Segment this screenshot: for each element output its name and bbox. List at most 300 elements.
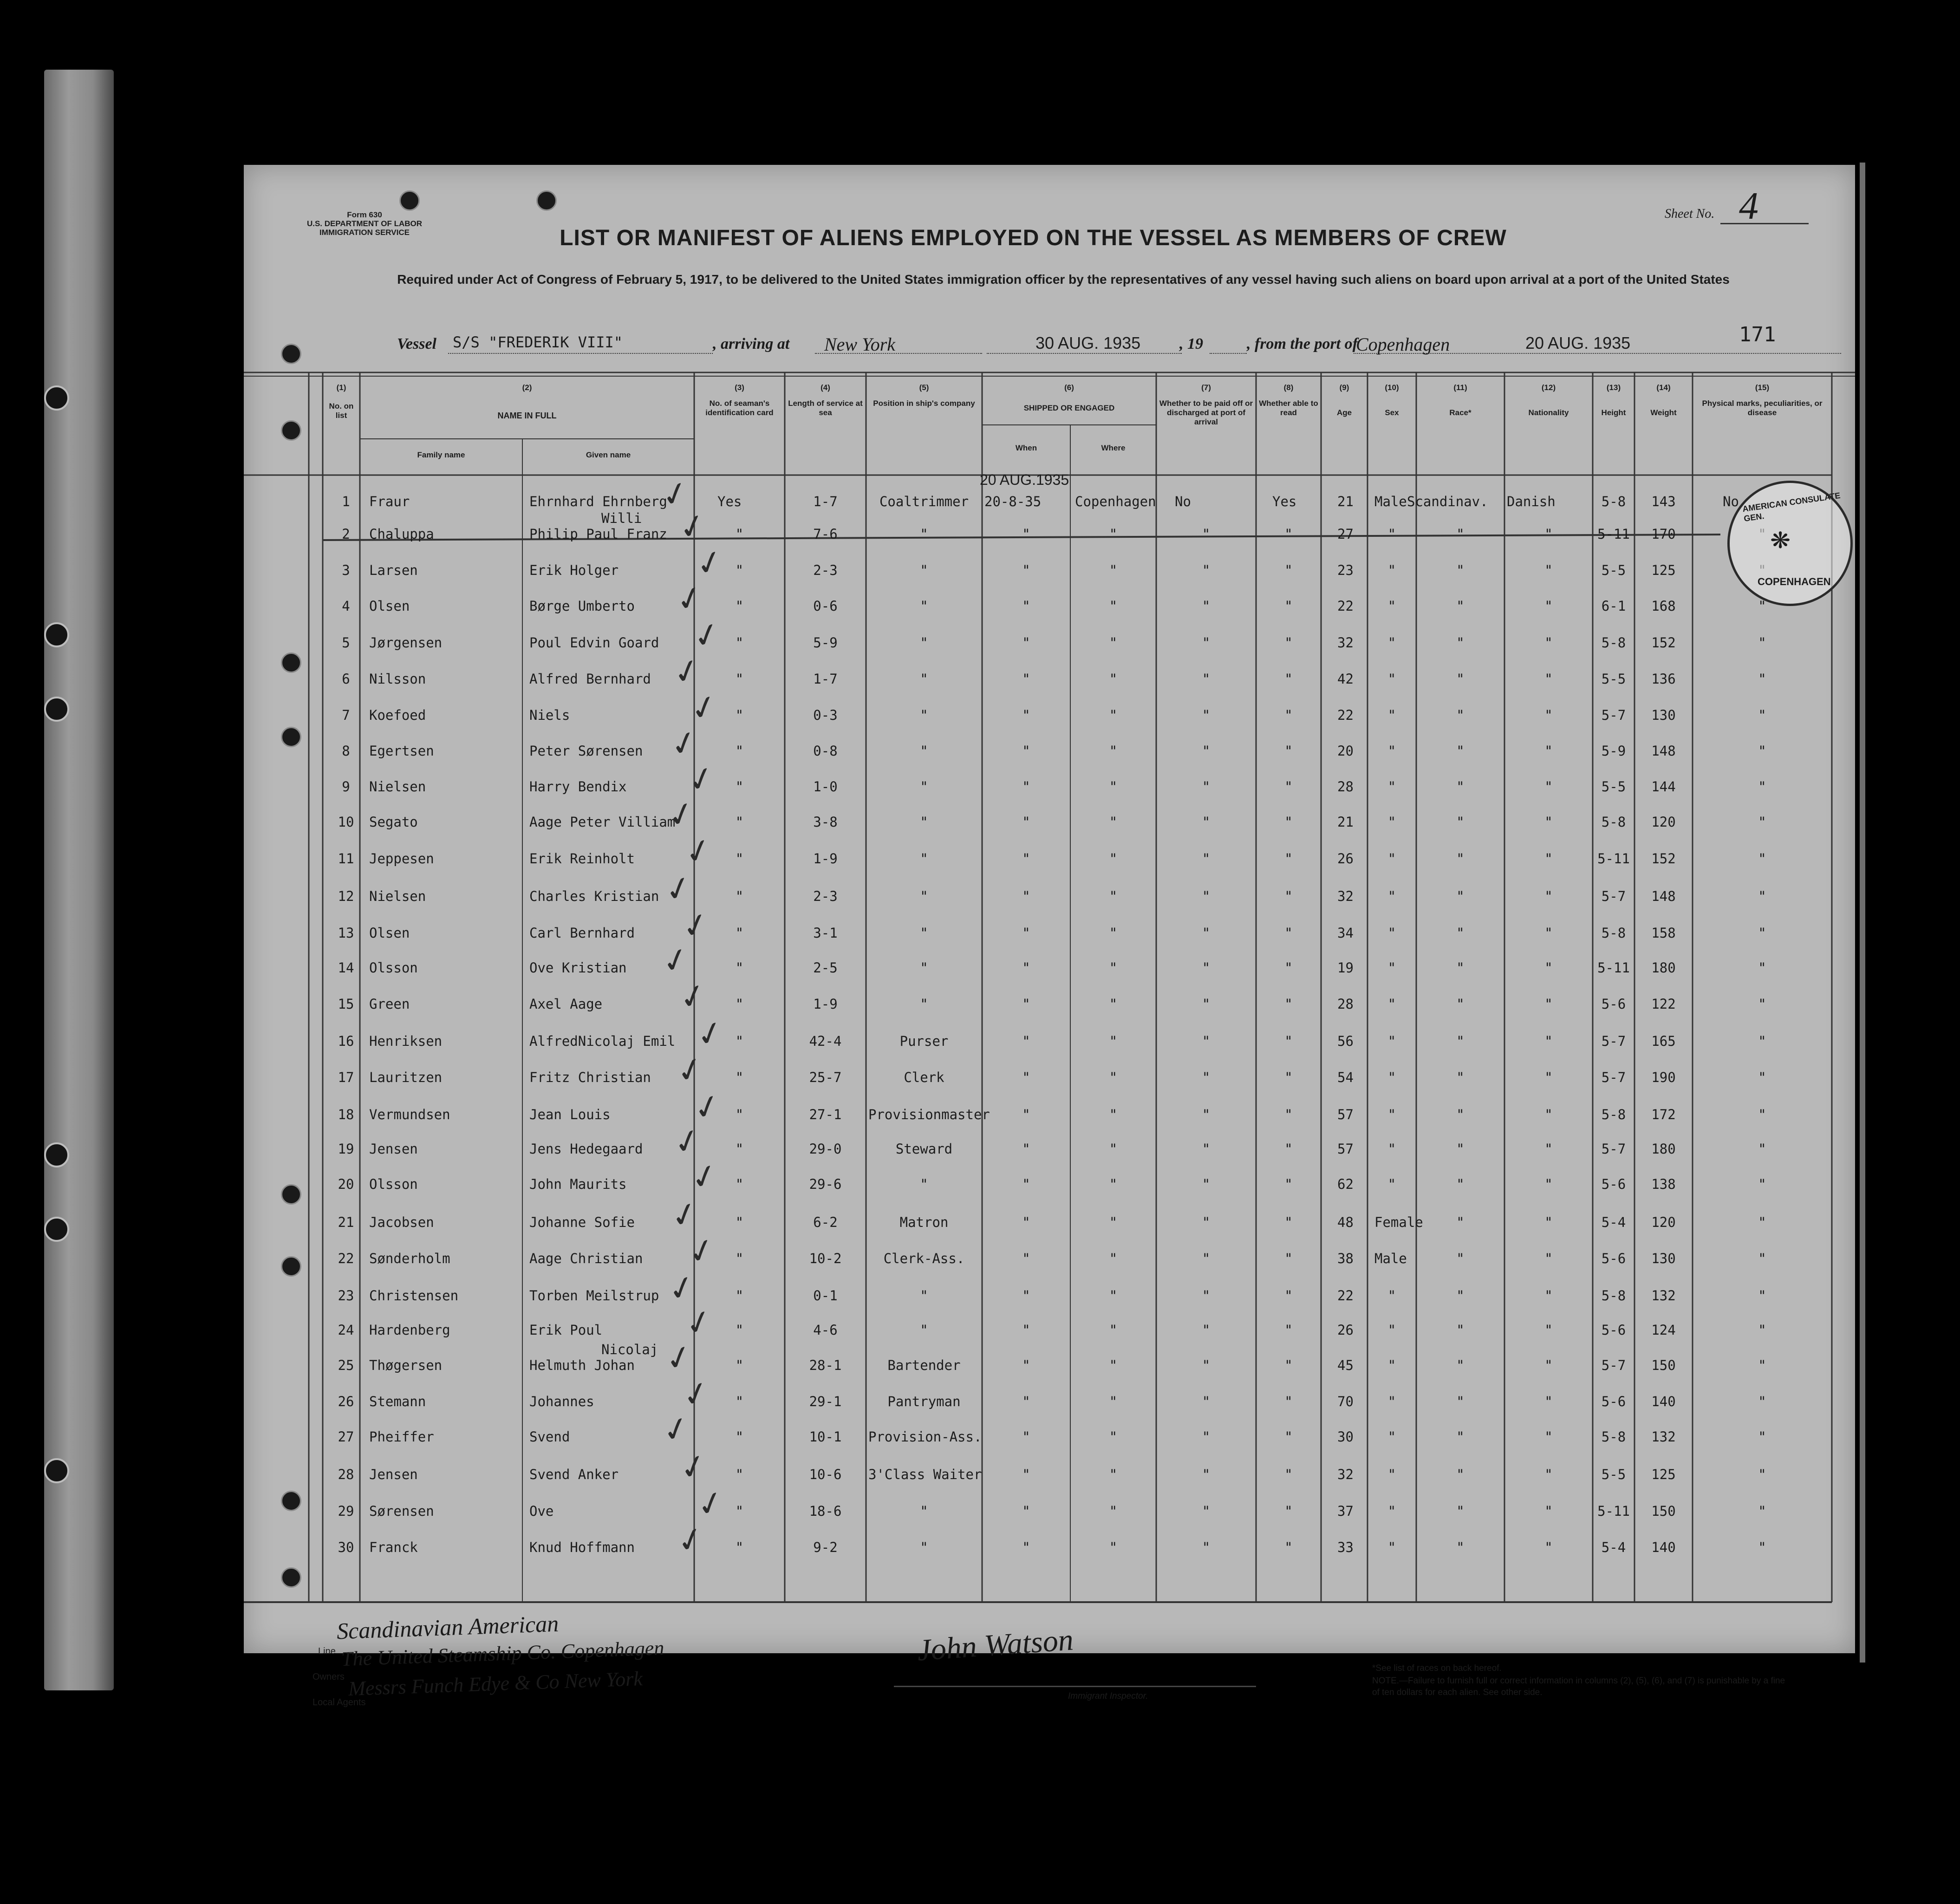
crew-given-cell: Ove Kristian	[529, 960, 627, 976]
ditto-mark: "	[1109, 562, 1118, 578]
crew-age-cell: 20	[1337, 743, 1354, 759]
check-mark-icon: ✓	[658, 1409, 694, 1451]
crew-no-cell: 2	[342, 526, 350, 542]
arriving-port: New York	[824, 334, 896, 355]
ditto-mark: "	[1022, 1394, 1030, 1409]
crew-service-cell: 1-0	[813, 779, 838, 795]
ditto-mark: "	[1109, 1322, 1118, 1338]
crew-age-cell: 57	[1337, 1107, 1354, 1122]
row1-marks: No	[1723, 494, 1739, 509]
ditto-mark: "	[735, 1429, 744, 1445]
check-mark-icon: ✓	[684, 759, 719, 801]
ditto-mark: "	[1202, 996, 1211, 1012]
penalty-note: NOTE.—Failure to furnish full or correct information in columns (2), (5), (6), and (7) is punishable by a fine of ten dollars for each alien. See other side.	[1372, 1676, 1785, 1697]
ditto-mark: "	[1456, 851, 1465, 867]
crew-no-cell: 16	[338, 1033, 354, 1049]
crew-family-cell: Chaluppa	[369, 526, 434, 542]
ditto-mark: "	[1202, 1033, 1211, 1049]
crew-no-cell: 23	[338, 1288, 354, 1304]
crew-given-cell: Johannes	[529, 1394, 594, 1409]
ditto-mark: "	[1456, 743, 1465, 759]
ditto-mark: "	[1456, 1429, 1465, 1445]
ditto-mark: "	[1387, 960, 1396, 976]
row1-shipped-stamp: 20 AUG.1935	[980, 471, 1069, 488]
ditto-mark: "	[1109, 671, 1118, 687]
ditto-mark: "	[1387, 779, 1396, 795]
crew-service-cell: 6-2	[813, 1214, 838, 1230]
crew-family-cell: Nielsen	[369, 779, 426, 795]
ditto-mark: "	[1284, 743, 1293, 759]
crew-age-cell: 28	[1337, 779, 1354, 795]
column-header-race: (11) Race*	[1449, 383, 1472, 417]
ditto-mark: "	[1544, 996, 1553, 1012]
ditto-mark: "	[1456, 1107, 1465, 1122]
punch-hole	[281, 420, 301, 441]
ditto-mark: "	[1758, 1214, 1766, 1230]
ditto-mark: "	[735, 1322, 744, 1338]
crew-service-cell: 1-7	[813, 494, 838, 509]
ditto-mark: "	[1284, 1357, 1293, 1373]
crew-service-cell: 10-2	[809, 1251, 842, 1266]
ditto-mark: "	[1109, 1539, 1118, 1555]
column-header-family-name: Family name	[417, 450, 465, 459]
ditto-mark: "	[1022, 526, 1030, 542]
crew-service-cell: 10-1	[809, 1429, 842, 1445]
ditto-mark: "	[1109, 1467, 1118, 1482]
punch-hole	[281, 1256, 301, 1277]
form-subtitle: Required under Act of Congress of February 5, 1917, to be delivered to the United States immigration officer by the representatives of any vessel having such aliens on board upon arrival at a port of the United States	[397, 272, 1730, 287]
crew-given-cell: Børge Umberto	[529, 598, 635, 614]
ditto-mark: "	[1284, 1394, 1293, 1409]
check-mark-icon: ✓	[673, 1519, 709, 1562]
ditto-mark: "	[735, 960, 744, 976]
form-title: LIST OR MANIFEST OF ALIENS EMPLOYED ON THE VESSEL AS MEMBERS OF CREW	[560, 226, 1507, 250]
ditto-mark: "	[1202, 635, 1211, 651]
ditto-mark: "	[1387, 1539, 1396, 1555]
crew-service-cell: 28-1	[809, 1357, 842, 1373]
sheet-number-label: Sheet No.	[1665, 207, 1715, 221]
ditto-mark: "	[1456, 562, 1465, 578]
ditto-mark: "	[1022, 851, 1030, 867]
check-mark-icon: ✓	[658, 474, 693, 516]
ditto-mark: "	[735, 1214, 744, 1230]
ditto-mark: "	[1758, 851, 1766, 867]
ditto-mark: "	[1456, 814, 1465, 830]
agents-signature: Messrs Funch Edye & Co New York	[348, 1667, 643, 1701]
crew-given-cell: Charles Kristian	[529, 888, 659, 904]
check-mark-icon: ✓	[689, 615, 725, 657]
ditto-mark: "	[1456, 1033, 1465, 1049]
check-mark-icon: ✓	[670, 1121, 705, 1163]
crew-service-cell: 10-6	[809, 1467, 842, 1482]
ditto-mark: "	[735, 1069, 744, 1085]
crew-given-cell: Ove	[529, 1503, 554, 1519]
ditto-mark: "	[735, 814, 744, 830]
ditto-mark: "	[1202, 526, 1211, 542]
check-mark-icon: ✓	[661, 868, 697, 911]
crew-age-cell: 70	[1337, 1394, 1354, 1409]
check-mark-icon: ✓	[675, 506, 710, 548]
ditto-mark: "	[1544, 1288, 1553, 1304]
crew-family-cell: Jacobsen	[369, 1214, 434, 1230]
check-mark-icon: ✓	[687, 1156, 723, 1199]
ditto-mark: "	[1387, 671, 1396, 687]
ditto-mark: "	[735, 1357, 744, 1373]
ditto-mark: "	[1456, 635, 1465, 651]
crew-family-cell: Jensen	[369, 1467, 418, 1482]
ditto-mark: "	[1758, 743, 1766, 759]
check-mark-icon: ✓	[664, 794, 699, 836]
crew-weight-cell: 158	[1651, 925, 1676, 941]
crew-given-cell: Aage Christian	[529, 1251, 643, 1266]
crew-service-cell: 0-3	[813, 707, 838, 723]
sheet-number: 4	[1739, 184, 1758, 228]
departure-date: 20 AUG. 1935	[1525, 333, 1631, 352]
crew-given-cell: Niels	[529, 707, 570, 723]
crew-family-cell: Larsen	[369, 562, 418, 578]
crew-service-cell: 27-1	[809, 1107, 842, 1122]
ditto-mark: "	[735, 1394, 744, 1409]
crew-service-cell: 25-7	[809, 1069, 842, 1085]
crew-family-cell: Lauritzen	[369, 1069, 443, 1085]
crew-no-cell: 25	[338, 1357, 354, 1373]
crew-position-cell: "	[920, 1176, 928, 1192]
inspector-signature: John Watson	[916, 1623, 1074, 1668]
crew-height-cell: 5-7	[1601, 1069, 1626, 1085]
ditto-mark: "	[1284, 1214, 1293, 1230]
crew-age-cell: 32	[1337, 1467, 1354, 1482]
ditto-mark: "	[1544, 1033, 1553, 1049]
crew-no-cell: 19	[338, 1141, 354, 1157]
punch-hole	[281, 1567, 301, 1588]
crew-family-cell: Egertsen	[369, 743, 434, 759]
crew-family-cell: Fraur	[369, 494, 410, 509]
crew-given-cell: Svend Anker	[529, 1467, 619, 1482]
crew-no-cell: 20	[338, 1176, 354, 1192]
ditto-mark: "	[735, 888, 744, 904]
crew-sex-cell: Female	[1374, 1214, 1423, 1230]
arrival-date: 30 AUG. 1935	[1035, 333, 1141, 352]
ditto-mark: "	[735, 925, 744, 941]
ditto-mark: "	[1202, 1467, 1211, 1482]
crew-weight-cell: 152	[1651, 635, 1676, 651]
crew-no-cell: 14	[338, 960, 354, 976]
ditto-mark: "	[1456, 1288, 1465, 1304]
ditto-mark: "	[1022, 1467, 1030, 1482]
column-header-age: (9) Age	[1336, 383, 1352, 417]
form-identifier: Form 630 U.S. DEPARTMENT OF LABOR IMMIGRATION SERVICE	[306, 210, 423, 237]
ditto-mark: "	[1284, 1467, 1293, 1482]
crew-height-cell: 6-1	[1601, 598, 1626, 614]
binder-hole	[44, 385, 69, 411]
crew-age-cell: 38	[1337, 1251, 1354, 1266]
ditto-mark: "	[1202, 1429, 1211, 1445]
crew-weight-cell: 130	[1651, 1251, 1676, 1266]
crew-family-cell: Jensen	[369, 1141, 418, 1157]
punch-hole	[281, 1491, 301, 1511]
crew-family-cell: Sønderholm	[369, 1251, 450, 1266]
ditto-mark: "	[1387, 1357, 1396, 1373]
ditto-mark: "	[1544, 814, 1553, 830]
ditto-mark: "	[735, 1467, 744, 1482]
crew-age-cell: 23	[1337, 562, 1354, 578]
ditto-mark: "	[1109, 526, 1118, 542]
ditto-mark: "	[1456, 1394, 1465, 1409]
crew-given-cell: John Maurits	[529, 1176, 627, 1192]
crew-given-name-correction: Nicolaj	[601, 1342, 658, 1357]
ditto-mark: "	[1109, 1503, 1118, 1519]
ditto-mark: "	[1387, 635, 1396, 651]
crew-given-cell: Jean Louis	[529, 1107, 611, 1122]
ditto-mark: "	[1284, 526, 1293, 542]
crew-height-cell: 5-9	[1601, 743, 1626, 759]
ditto-mark: "	[920, 1539, 928, 1555]
ditto-mark: "	[735, 851, 744, 867]
ditto-mark: "	[1284, 851, 1293, 867]
ditto-mark: "	[1758, 1322, 1766, 1338]
crew-height-cell: 5-6	[1601, 1394, 1626, 1409]
crew-service-cell: 2-3	[813, 562, 838, 578]
crew-family-cell: Franck	[369, 1539, 418, 1555]
line-signature: Scandinavian American	[336, 1610, 559, 1644]
vessel-name: S/S "FREDERIK VIII"	[453, 333, 623, 351]
ditto-mark: "	[1758, 1069, 1766, 1085]
ditto-mark: "	[1544, 1141, 1553, 1157]
check-mark-icon: ✓	[664, 1268, 700, 1310]
ditto-mark: "	[1387, 707, 1396, 723]
crew-age-cell: 33	[1337, 1539, 1354, 1555]
ditto-mark: "	[1758, 1107, 1766, 1122]
ditto-mark: "	[920, 562, 928, 578]
ditto-mark: "	[1284, 1141, 1293, 1157]
crew-age-cell: 22	[1337, 707, 1354, 723]
ditto-mark: "	[1202, 1251, 1211, 1266]
crew-height-cell: 5-5	[1601, 1467, 1626, 1482]
crew-no-cell: 26	[338, 1394, 354, 1409]
crew-age-cell: 26	[1337, 1322, 1354, 1338]
crew-service-cell: 2-5	[813, 960, 838, 976]
check-mark-icon: ✓	[678, 905, 714, 947]
check-mark-icon: ✓	[666, 723, 702, 765]
check-mark-icon: ✓	[690, 1087, 725, 1129]
ditto-mark: "	[1758, 1251, 1766, 1266]
ditto-mark: "	[1758, 1467, 1766, 1482]
crew-weight-cell: 180	[1651, 960, 1676, 976]
crew-family-cell: Jørgensen	[369, 635, 443, 651]
crew-service-cell: 5-9	[813, 635, 838, 651]
crew-no-cell: 11	[338, 851, 354, 867]
check-mark-icon: ✓	[684, 1231, 720, 1273]
ditto-mark: "	[1758, 888, 1766, 904]
ditto-mark: "	[920, 851, 928, 867]
ditto-mark: "	[1202, 1394, 1211, 1409]
check-mark-icon: ✓	[692, 1013, 728, 1056]
ditto-mark: "	[1202, 1069, 1211, 1085]
crew-given-cell: Torben Meilstrup	[529, 1288, 659, 1304]
ditto-mark: "	[1022, 743, 1030, 759]
ditto-mark: "	[920, 779, 928, 795]
ditto-mark: "	[1202, 1357, 1211, 1373]
ditto-mark: "	[1202, 1141, 1211, 1157]
crew-height-cell: 5-11	[1597, 1503, 1630, 1519]
ditto-mark: "	[1109, 960, 1118, 976]
ditto-mark: "	[1544, 960, 1553, 976]
ditto-mark: "	[1544, 1429, 1553, 1445]
column-header-shipped-when: When	[1015, 443, 1037, 452]
ditto-mark: "	[1284, 779, 1293, 795]
crew-age-cell: 30	[1337, 1429, 1354, 1445]
ditto-mark: "	[1456, 925, 1465, 941]
ditto-mark: "	[735, 743, 744, 759]
crew-age-cell: 32	[1337, 635, 1354, 651]
ditto-mark: "	[1202, 671, 1211, 687]
ditto-mark: "	[1456, 1141, 1465, 1157]
ditto-mark: "	[1022, 1141, 1030, 1157]
column-header-paid-off: (7) Whether to be paid off or discharged at port of arrival	[1159, 383, 1253, 426]
ditto-mark: "	[1544, 743, 1553, 759]
crew-given-cell: Carl Bernhard	[529, 925, 635, 941]
crew-age-cell: 37	[1337, 1503, 1354, 1519]
ditto-mark: "	[1387, 598, 1396, 614]
crew-position-cell: "	[920, 1288, 928, 1304]
ditto-mark: "	[1387, 814, 1396, 830]
crew-position-cell: Coaltrimmer	[879, 494, 969, 509]
ditto-mark: "	[1544, 779, 1553, 795]
ditto-mark: "	[735, 1176, 744, 1192]
vessel-line	[244, 330, 1855, 358]
ditto-mark: "	[1202, 1322, 1211, 1338]
binder-hole	[44, 697, 69, 722]
crew-no-cell: 29	[338, 1503, 354, 1519]
punch-hole	[281, 1184, 301, 1205]
crew-age-cell: 21	[1337, 814, 1354, 830]
crew-weight-cell: 122	[1651, 996, 1676, 1012]
ditto-mark: "	[735, 1288, 744, 1304]
row1-shipped-where: Copenhagen	[1075, 494, 1156, 509]
crew-service-cell: 29-6	[809, 1176, 842, 1192]
crew-weight-cell: 148	[1651, 743, 1676, 759]
crew-weight-cell: 124	[1651, 1322, 1676, 1338]
crew-weight-cell: 170	[1651, 526, 1676, 542]
crew-position-cell: 3'Class Waiter	[868, 1467, 982, 1482]
ditto-mark: "	[920, 743, 928, 759]
crew-given-cell: Svend	[529, 1429, 570, 1445]
eagle-seal-icon: ❋	[1771, 518, 1791, 556]
ditto-mark: "	[1758, 1141, 1766, 1157]
consulate-stamp	[1727, 481, 1853, 606]
crew-given-cell: Poul Edvin Goard	[529, 635, 659, 651]
crew-height-cell: 5-6	[1601, 1176, 1626, 1192]
check-mark-icon: ✓	[692, 542, 728, 585]
ditto-mark: "	[1022, 562, 1030, 578]
crew-age-cell: 19	[1337, 960, 1354, 976]
crew-height-cell: 5-8	[1601, 635, 1626, 651]
crew-given-cell: Knud Hoffmann	[529, 1539, 635, 1555]
ditto-mark: "	[1202, 1176, 1211, 1192]
crew-given-cell: Ehrnhard Ehrnberg	[529, 494, 667, 509]
crew-height-cell: 5-7	[1601, 1033, 1626, 1049]
crew-position-cell: Clerk-Ass.	[883, 1251, 965, 1266]
crew-no-cell: 6	[342, 671, 350, 687]
ditto-mark: "	[1022, 707, 1030, 723]
ditto-mark: "	[1022, 1357, 1030, 1373]
year-label: , 19	[1179, 335, 1203, 352]
crew-position-cell: Provisionmaster	[868, 1107, 990, 1122]
ditto-mark: "	[1109, 1107, 1118, 1122]
ditto-mark: "	[1202, 925, 1211, 941]
ditto-mark: "	[1387, 526, 1396, 542]
crew-weight-cell: 150	[1651, 1503, 1676, 1519]
ditto-mark: "	[1387, 562, 1396, 578]
crew-service-cell: 18-6	[809, 1503, 842, 1519]
crew-family-cell: Koefoed	[369, 707, 426, 723]
crew-age-cell: 26	[1337, 851, 1354, 867]
ditto-mark: "	[1544, 925, 1553, 941]
crew-service-cell: 0-6	[813, 598, 838, 614]
crew-position-cell: "	[920, 1322, 928, 1338]
crew-no-cell: 3	[342, 562, 350, 578]
ditto-mark: "	[1758, 996, 1766, 1012]
crew-position-cell: Purser	[899, 1033, 949, 1049]
ditto-mark: "	[1109, 996, 1118, 1012]
binder-hole	[44, 622, 69, 647]
ditto-mark: "	[735, 779, 744, 795]
races-note: *See list of races on back hereof.	[1372, 1663, 1502, 1673]
crew-service-cell: 9-2	[813, 1539, 838, 1555]
crew-no-cell: 21	[338, 1214, 354, 1230]
ditto-mark: "	[1544, 888, 1553, 904]
ditto-mark: "	[1758, 960, 1766, 976]
vessel-underline	[448, 353, 713, 354]
crew-given-cell: Johanne Sofie	[529, 1214, 635, 1230]
ditto-mark: "	[1022, 1322, 1030, 1338]
ditto-mark: "	[1022, 925, 1030, 941]
ditto-mark: "	[1284, 925, 1293, 941]
from-port-label: , from the port of	[1247, 335, 1358, 352]
crew-age-cell: 62	[1337, 1176, 1354, 1192]
ditto-mark: "	[1022, 1107, 1030, 1122]
ditto-mark: "	[1456, 960, 1465, 976]
ditto-mark: "	[1456, 779, 1465, 795]
check-mark-icon: ✓	[681, 831, 716, 873]
crew-height-cell: 5-8	[1601, 1107, 1626, 1122]
check-mark-icon: ✓	[658, 940, 694, 982]
check-mark-icon: ✓	[675, 976, 711, 1018]
row1-race: Scandinav.	[1407, 494, 1488, 509]
check-mark-icon: ✓	[669, 651, 705, 693]
ditto-mark: "	[1109, 814, 1118, 830]
column-header-height: (13) Height	[1601, 383, 1626, 417]
crew-weight-cell: 140	[1651, 1539, 1676, 1555]
ditto-mark: "	[1109, 1214, 1118, 1230]
ditto-mark: "	[1456, 1322, 1465, 1338]
crew-height-cell: 5-6	[1601, 996, 1626, 1012]
ditto-mark: "	[1022, 1503, 1030, 1519]
crew-family-cell: Segato	[369, 814, 418, 830]
crew-no-cell: 7	[342, 707, 350, 723]
ditto-mark: "	[1109, 888, 1118, 904]
column-header-weight: (14) Weight	[1650, 383, 1677, 417]
ditto-mark: "	[1387, 743, 1396, 759]
ditto-mark: "	[1387, 1288, 1396, 1304]
crew-position-cell: Pantryman	[887, 1394, 961, 1409]
crew-height-cell: 5-5	[1601, 671, 1626, 687]
ditto-mark: "	[1202, 1214, 1211, 1230]
binder-hole	[44, 1142, 69, 1167]
crew-service-cell: 0-8	[813, 743, 838, 759]
ditto-mark: "	[1109, 1357, 1118, 1373]
ditto-mark: "	[1109, 707, 1118, 723]
